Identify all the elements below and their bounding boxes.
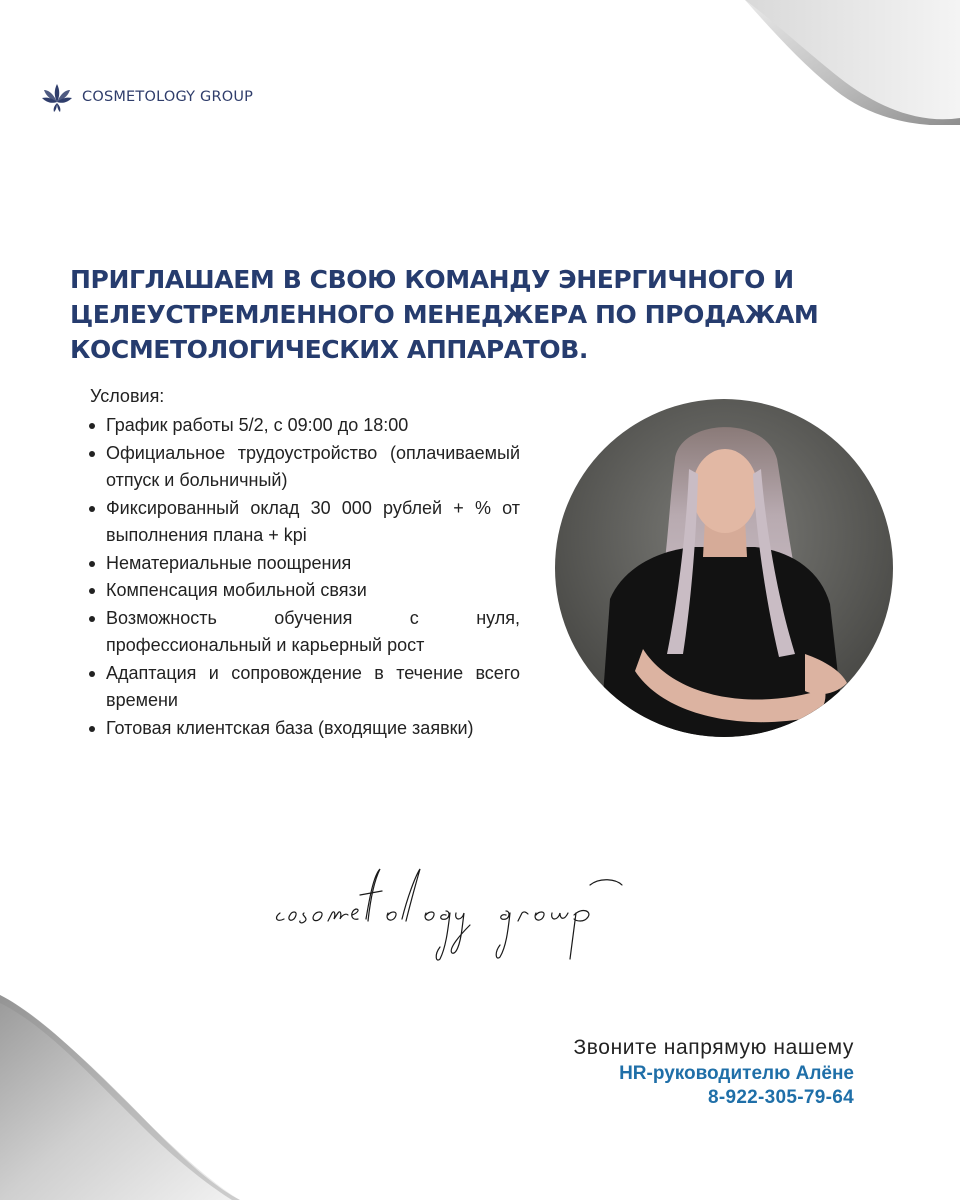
- list-item: Компенсация мобильной связи: [106, 577, 520, 605]
- contact-block: [573, 1034, 854, 1110]
- headline-line: ПРИГЛАШАЕМ В СВОЮ КОМАНДУ ЭНЕРГИЧНОГО И: [70, 265, 794, 294]
- list-item: Готовая клиентская база (входящие заявки): [106, 715, 520, 743]
- page-curl-top-right: [745, 0, 960, 125]
- hr-manager-photo: [555, 399, 893, 737]
- conditions-list: [106, 412, 520, 742]
- brand-logo: [38, 80, 253, 114]
- logo-text: COSMETOLOGY GROUP: [82, 89, 254, 105]
- headline-line: ЦЕЛЕУСТРЕМЛЕННОГО МЕНЕДЖЕРА ПО ПРОДАЖАМ: [70, 300, 819, 329]
- signature-logo: [270, 855, 670, 965]
- list-item: Фиксированный оклад 30 000 рублей + % от выполнения плана + kpi: [106, 495, 520, 550]
- list-item: Официальное трудоустройство (оплачиваемый отпуск и больничный): [106, 440, 520, 495]
- phone-number[interactable]: 8-922-305-79-64: [707, 1087, 854, 1108]
- call-prompt: Звоните напрямую нашему: [573, 1036, 854, 1059]
- list-item: Возможность обучения с нуля, профессиональный и карьерный рост: [106, 605, 520, 660]
- list-item: Адаптация и сопровождение в течение всего времени: [106, 660, 520, 715]
- list-item: График работы 5/2, с 09:00 до 18:00: [106, 412, 520, 440]
- headline: [70, 262, 830, 367]
- conditions-title: Условия:: [90, 386, 165, 406]
- list-item: Нематериальные поощрения: [106, 550, 520, 578]
- lotus-icon: [38, 80, 76, 114]
- headline-line: КОСМЕТОЛОГИЧЕСКИХ АППАРАТОВ.: [70, 335, 588, 364]
- page-curl-bottom-left: [0, 995, 240, 1200]
- hr-manager-name: HR-руководителю Алёне: [619, 1063, 854, 1084]
